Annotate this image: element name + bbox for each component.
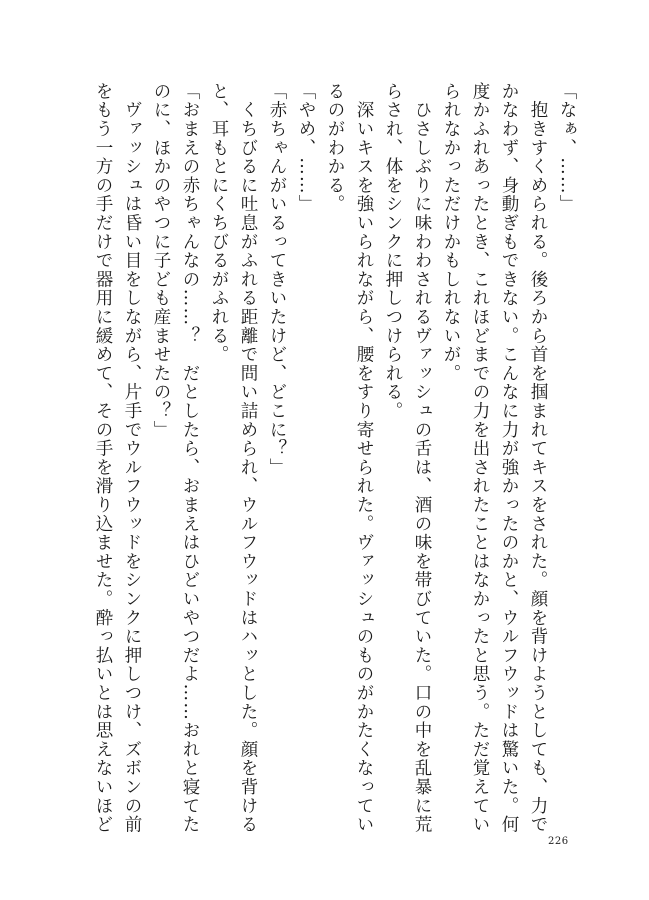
text-line: と、耳もとにくちびるがふれる。: [209, 82, 229, 364]
text-line: ヴァッシュは昏い目をしながら、片手でウルフウッドをシンクに押しつけ、ズボンの前: [122, 82, 142, 834]
text-line: くちびるに吐息がふれる距離で問い詰められ、ウルフウッドはハッとした。顔を背ける: [238, 82, 258, 834]
text-line: をもう一方の手だけで器用に緩めて、その手を滑り込ませた。酔っ払いとは思えないほど: [93, 82, 113, 834]
text-line: のに、ほかのやつに子ども産ませたの？」: [151, 82, 171, 440]
page-number: 226: [548, 836, 569, 847]
text-line: 度かふれあったとき、これほどまでの力を出されたことはなかったと思う。ただ覚えてい: [470, 82, 490, 834]
text-line: るのがわかる。: [325, 82, 345, 214]
text-line: 「赤ちゃんがいるってきいたけど、どこに？」: [267, 82, 287, 477]
text-line: られなかっただけかもしれないが。: [441, 82, 461, 383]
text-line: 深いキスを強いられながら、腰をすり寄せられた。ヴァッシュのものがかたくなってい: [354, 82, 374, 834]
text-line: 「やめ、……」: [296, 82, 316, 214]
vertical-text-body: [81, 82, 581, 834]
text-line: 「おまえの赤ちゃんなの……？ だとしたら、おまえはひどいやつだよ……おれと寝てた: [180, 82, 200, 834]
text-line: かなわず、身動ぎもできない。こんなに力が強かったのかと、ウルフウッドは驚いた。何: [499, 82, 519, 834]
text-line: らされ、体をシンクに押しつけられる。: [383, 82, 403, 421]
text-line: 「なぁ、……」: [557, 82, 577, 214]
text-line: ひさしぶりに味わわされるヴァッシュの舌は、酒の味を帯びていた。口の中を乱暴に荒: [412, 82, 432, 834]
text-line: 抱きすくめられる。後ろから首を掴まれてキスをされた。顔を背けようとしても、力で: [528, 82, 548, 834]
